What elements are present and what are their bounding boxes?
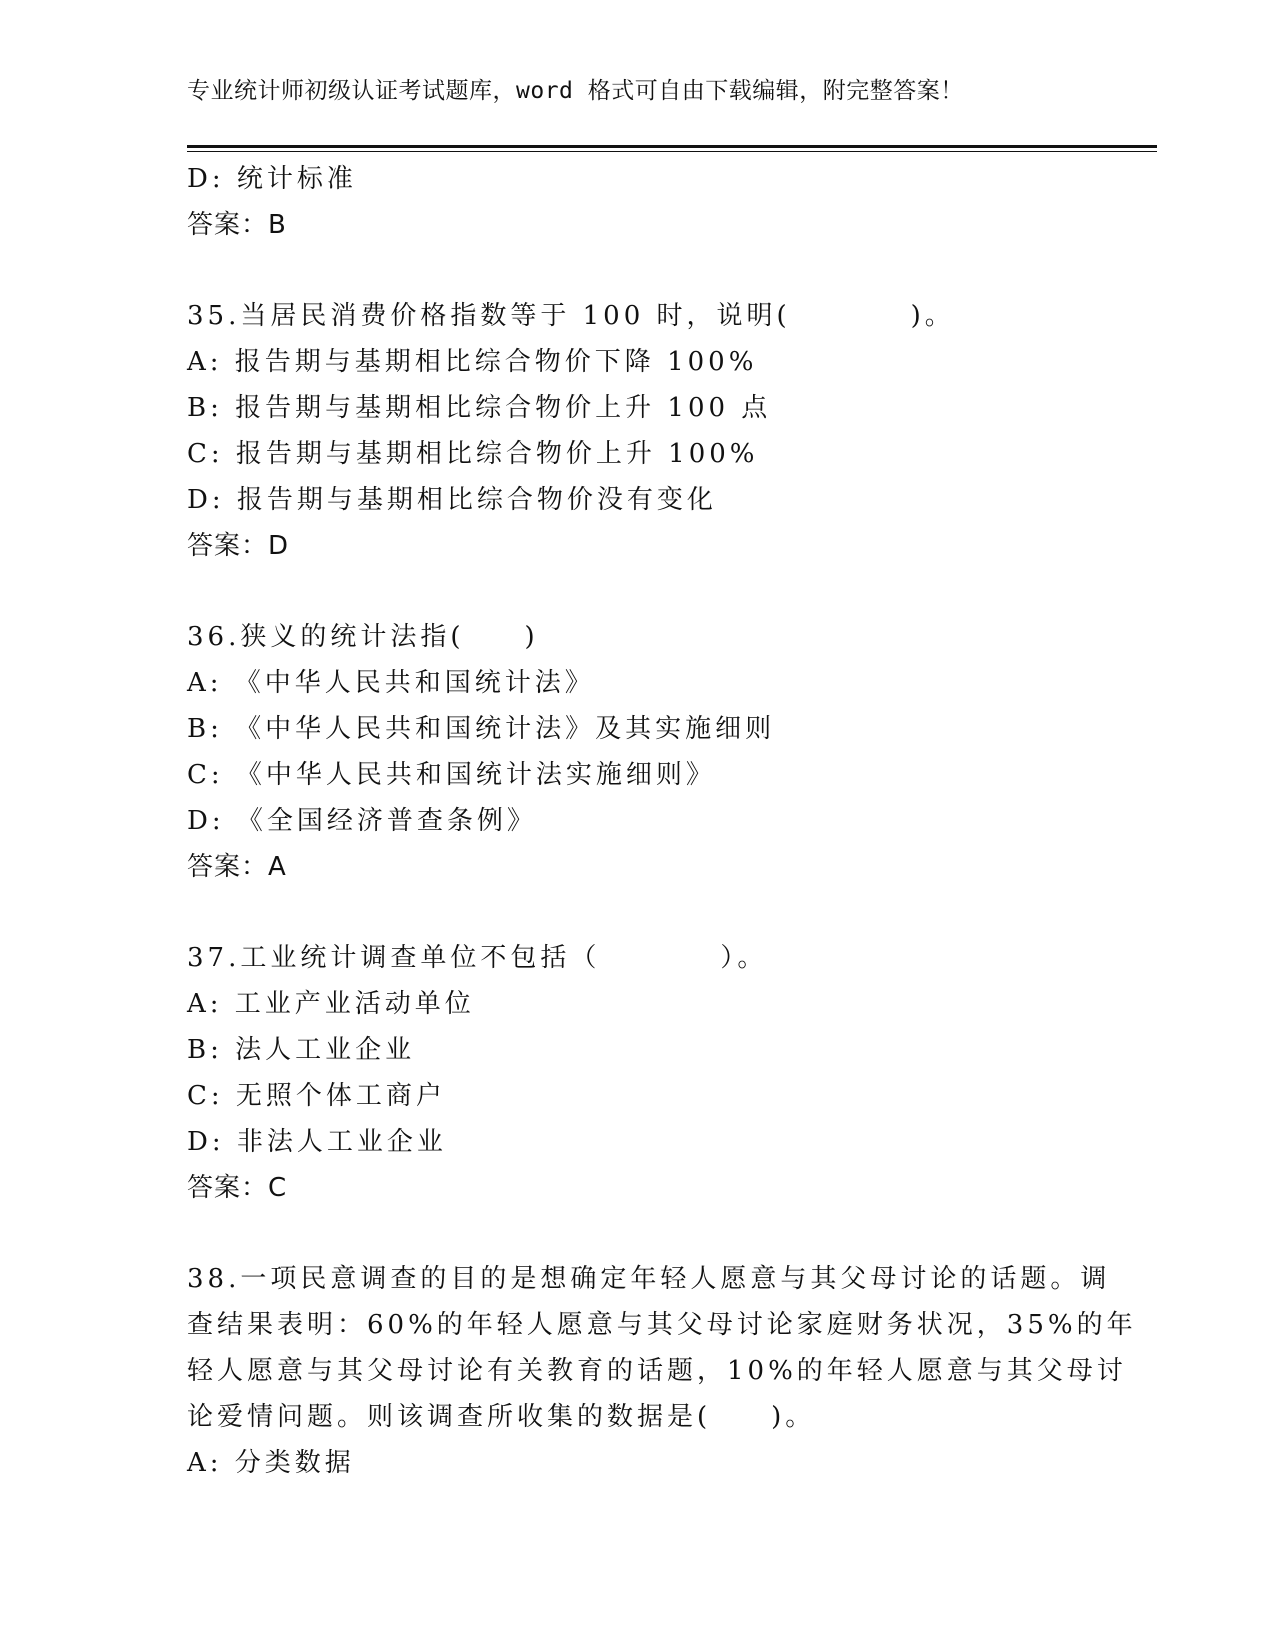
question-block-37 xyxy=(187,935,1087,1211)
option-d: D: 非法人工业企业 xyxy=(187,1127,447,1157)
option-c: C: 无照个体工商户 xyxy=(187,1081,446,1111)
spacer xyxy=(187,890,1087,935)
question-stem: 35.当居民消费价格指数等于 100 时，说明( )。 xyxy=(187,301,955,331)
option-a: A: 分类数据 xyxy=(187,1448,355,1478)
answer-line: 答案：D xyxy=(187,531,290,561)
document-body xyxy=(187,156,1137,1486)
option-b: B: 报告期与基期相比综合物价上升 100 点 xyxy=(187,393,772,423)
option-b: B: 法人工业企业 xyxy=(187,1035,416,1065)
question-stem-line-2: 查结果表明：60%的年轻人愿意与其父母讨论家庭财务状况，35%的年 xyxy=(187,1310,1137,1340)
option-d: D: 《全国经济普查条例》 xyxy=(187,806,537,836)
option-d: D: 报告期与基期相比综合物价没有变化 xyxy=(187,485,717,515)
header-rule-thin xyxy=(187,151,1157,152)
answer-line: 答案：A xyxy=(187,852,287,882)
option-c: C: 《中华人民共和国统计法实施细则》 xyxy=(187,760,716,790)
option-a: A: 报告期与基期相比综合物价下降 100% xyxy=(187,347,758,377)
question-block-35 xyxy=(187,293,1087,569)
option-d: D: 统计标准 xyxy=(187,164,357,194)
header-rule-thick xyxy=(187,145,1157,148)
question-block-38 xyxy=(187,1256,1137,1486)
question-stem-line-1: 38.一项民意调查的目的是想确定年轻人愿意与其父母讨论的话题。调 xyxy=(187,1264,1111,1294)
spacer xyxy=(187,569,1087,614)
answer-line: 答案：C xyxy=(187,1173,288,1203)
question-stem: 36.狭义的统计法指( ) xyxy=(187,622,539,652)
question-stem-line-4: 论爱情问题。则该调查所收集的数据是( )。 xyxy=(187,1402,816,1432)
header-text: 专业统计师初级认证考试题库，word 格式可自由下载编辑，附完整答案！ xyxy=(187,78,964,104)
question-stem: 37.工业统计调查单位不包括（ ）。 xyxy=(187,943,768,973)
question-block-34 xyxy=(187,156,1087,248)
option-b: B: 《中华人民共和国统计法》及其实施细则 xyxy=(187,714,776,744)
question-stem-line-3: 轻人愿意与其父母讨论有关教育的话题，10%的年轻人愿意与其父母讨 xyxy=(187,1356,1127,1386)
option-c: C: 报告期与基期相比综合物价上升 100% xyxy=(187,439,759,469)
spacer xyxy=(187,248,1087,293)
spacer xyxy=(187,1211,1087,1256)
answer-line: 答案：B xyxy=(187,210,287,240)
option-a: A: 工业产业活动单位 xyxy=(187,989,475,1019)
question-block-36 xyxy=(187,614,1087,890)
option-a: A: 《中华人民共和国统计法》 xyxy=(187,668,595,698)
